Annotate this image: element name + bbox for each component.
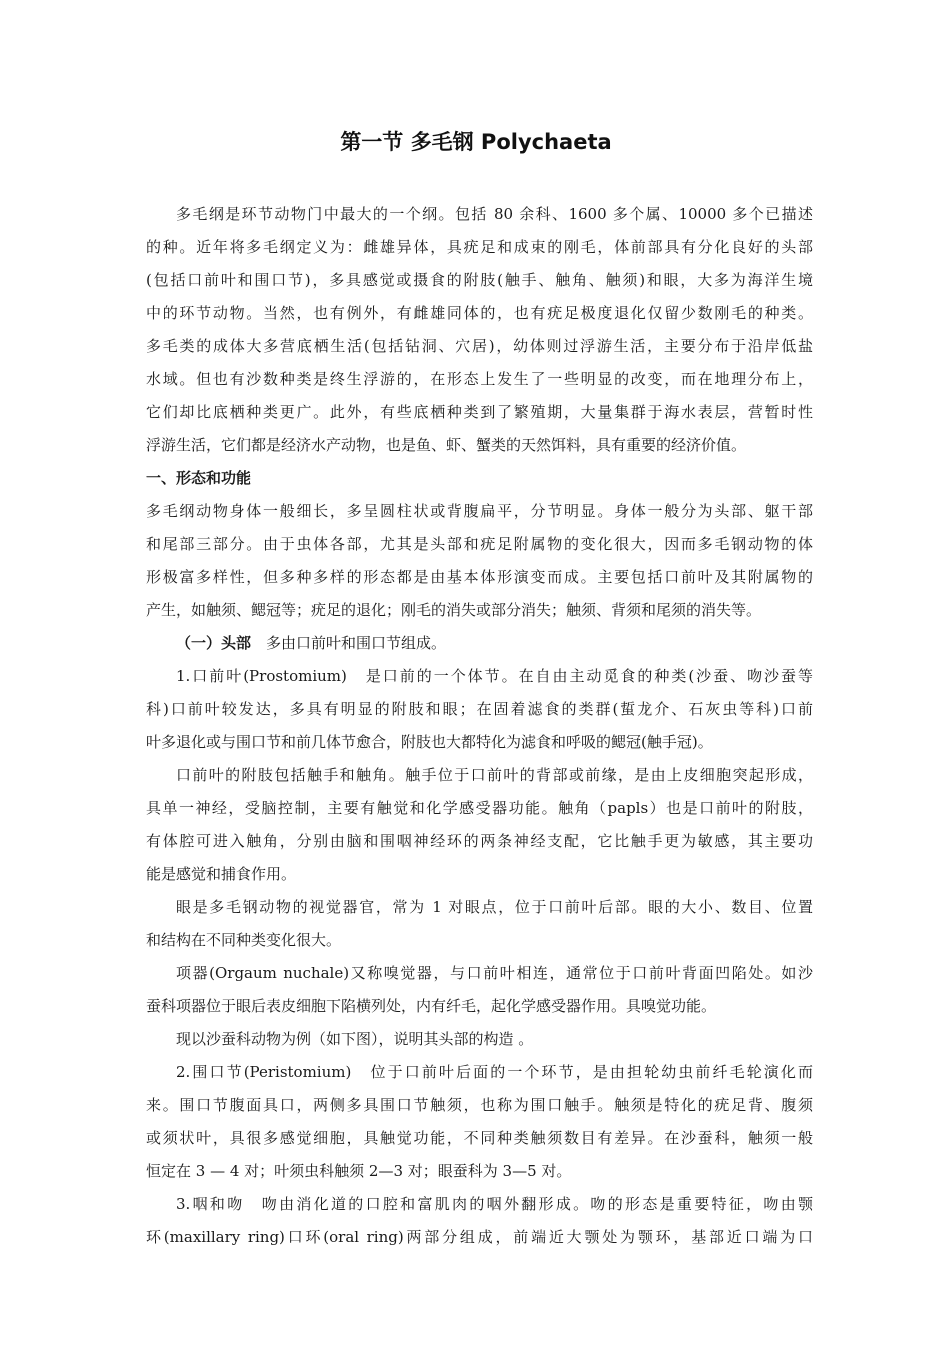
paragraph-line: 水域。但也有沙数种类是终生浮游的，在形态上发生了一些明显的改变，而在地理分布上，: [146, 370, 813, 388]
paragraph-line: 来。围口节腹面具口，两侧多具围口节触须，也称为围口触手。触须是特化的疣足背、腹须: [146, 1096, 813, 1114]
paragraph-line: 和结构在不同种类变化很大。: [146, 931, 342, 949]
paragraph-line: 和尾部三部分。由于虫体各部，尤其是头部和疣足附属物的变化很大，因而多毛钢动物的体: [146, 535, 813, 553]
paragraph-line: 项器(Orgaum nuchale)又称嗅觉器，与口前叶相连，通常位于口前叶背面凹陷处。如沙: [176, 964, 813, 982]
paragraph-line: 蚕科项器位于眼后表皮细胞下陷横列处，内有纤毛，起化学感受器作用。具嗅觉功能。: [146, 997, 717, 1015]
document-body: [146, 198, 813, 1254]
paragraph-line: 科)口前叶较发达，多具有明显的附肢和眼；在固着滤食的类群(蜇龙介、石灰虫等科)口前: [146, 700, 813, 718]
paragraph-line: 中的环节动物。当然，也有例外，有雌雄同体的，也有疣足极度退化仅留少数刚毛的种类。: [146, 304, 813, 322]
subsection-text: 多由口前叶和围口节组成。: [266, 634, 447, 652]
paragraph-line: 具单一神经，受脑控制，主要有触觉和化学感受器功能。触角（papls）也是口前叶的附肢，: [146, 799, 813, 817]
paragraph-line: 叶多退化或与围口节和前几体节愈合，附肢也大都特化为滤食和呼吸的鳃冠(触手冠)。: [146, 733, 713, 751]
paragraph-line: 它们却比底栖种类更广。此外，有些底栖种类到了繁殖期，大量集群于海水表层，营暂时性: [146, 403, 813, 421]
paragraph-line: 口前叶的附肢包括触手和触角。触手位于口前叶的背部或前缘，是由上皮细胞突起形成，: [176, 766, 813, 784]
paragraph-line: 环(maxillary ring)口环(oral ring)两部分组成，前端近大颚处为颚环，基部近口端为口: [146, 1228, 813, 1246]
paragraph-line: 2.围口节(Peristomium) 位于口前叶后面的一个环节，是由担轮幼虫前纤毛轮演化而: [176, 1063, 813, 1081]
section-heading: 一、形态和功能: [146, 469, 252, 487]
paragraph-line: 有体腔可进入触角，分别由脑和围咽神经环的两条神经支配，它比触手更为敏感，其主要功: [146, 832, 813, 850]
paragraph-line: 多毛类的成体大多营底栖生活(包括钻洞、穴居)，幼体则过浮游生活，主要分布于沿岸低盐: [146, 337, 813, 355]
paragraph-line: 恒定在 3 — 4 对；叶须虫科触须 2—3 对；眼蚕科为 3—5 对。: [146, 1162, 572, 1180]
paragraph-line: 现以沙蚕科动物为例（如下图），说明其头部的构造 。: [176, 1030, 534, 1048]
paragraph-line: 眼是多毛钢动物的视觉器官，常为 1 对眼点，位于口前叶后部。眼的大小、数目、位置: [176, 898, 813, 916]
paragraph-line: 3.咽和吻 吻由消化道的口腔和富肌肉的咽外翻形成。吻的形态是重要特征，吻由颚: [176, 1195, 813, 1213]
paragraph-line: 浮游生活，它们都是经济水产动物，也是鱼、虾、蟹类的天然饵料，具有重要的经济价值。: [146, 436, 747, 454]
paragraph-line: 能是感觉和捕食作用。: [146, 865, 297, 883]
paragraph-line: 或须状叶，具很多感觉细胞，具触觉功能，不同种类触须数目有差异。在沙蚕科，触须一般: [146, 1129, 813, 1147]
page-title: 第一节 多毛钢 Polychaeta: [340, 130, 612, 154]
paragraph-line: 多毛纲动物身体一般细长，多呈圆柱状或背腹扁平，分节明显。身体一般分为头部、躯干部: [146, 502, 813, 520]
subsection-heading: （一）头部: [176, 634, 252, 652]
paragraph-line: 产生，如触须、鳃冠等；疣足的退化；刚毛的消失或部分消失；触须、背须和尾须的消失等。: [146, 601, 762, 619]
paragraph-line: 多毛纲是环节动物门中最大的一个纲。包括 80 余科、1600 多个属、10000 多个已描述: [176, 205, 813, 223]
subsection-line: [146, 627, 813, 660]
paragraph-line: (包括口前叶和围口节)，多具感觉或摄食的附肢(触手、触角、触须)和眼，大多为海洋生境: [146, 271, 813, 289]
paragraph-line: 的种。近年将多毛纲定义为：雌雄异体，具疣足和成束的刚毛，体前部具有分化良好的头部: [146, 238, 813, 256]
paragraph-line: 1.口前叶(Prostomium) 是口前的一个体节。在自由主动觅食的种类(沙蚕、吻沙蚕等: [176, 667, 813, 685]
paragraph-line: 形极富多样性，但多种多样的形态都是由基本体形演变而成。主要包括口前叶及其附属物的: [146, 568, 813, 586]
